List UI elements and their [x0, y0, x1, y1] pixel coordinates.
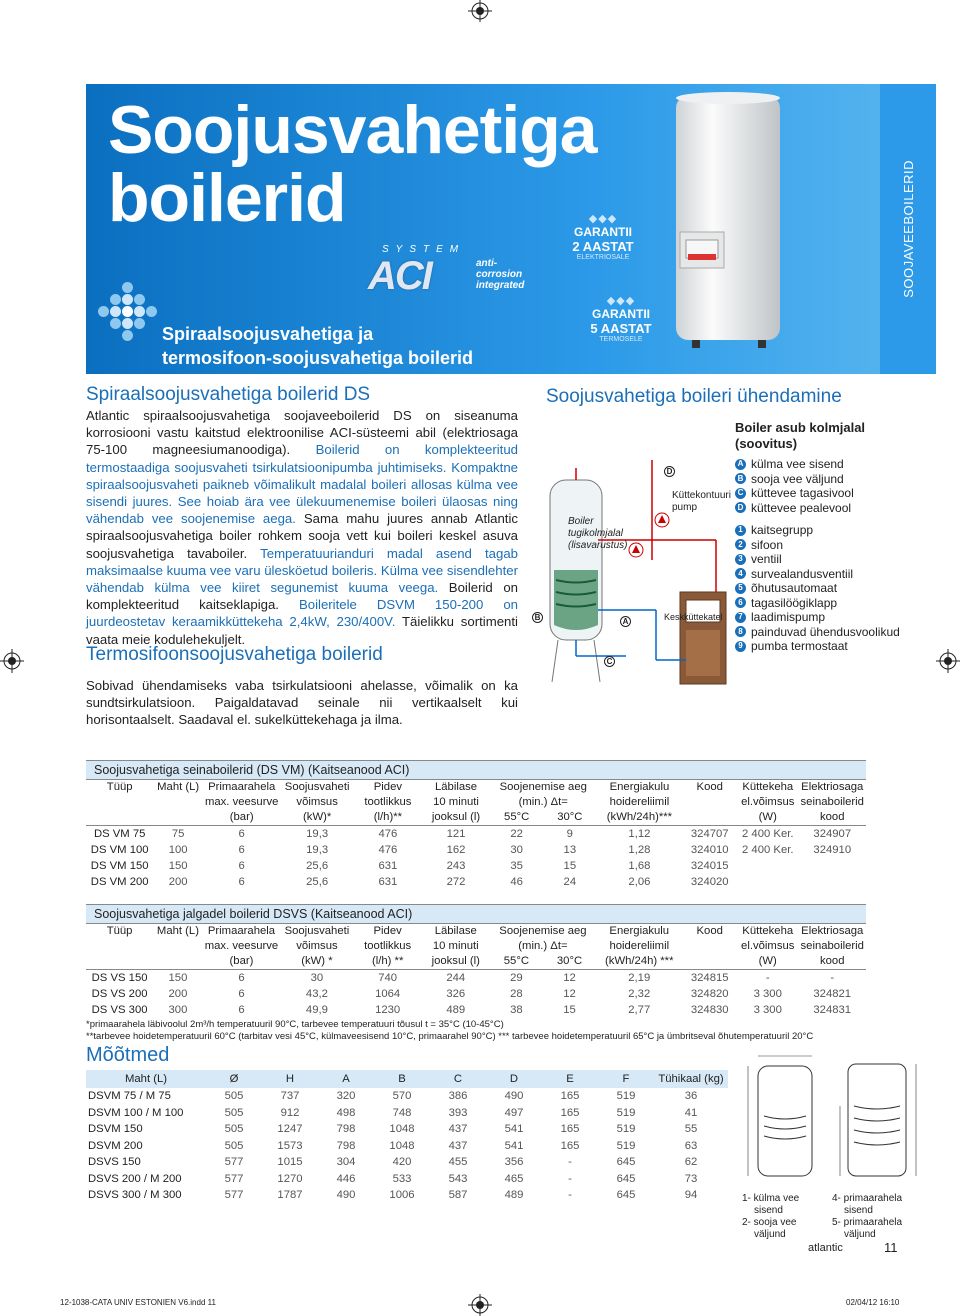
table-row: DS VM 150 150 6 25,6 631 243 35 15 1,68 324015	[90, 859, 729, 872]
legend-row: 8 painduvad ühendusvoolikud	[735, 625, 900, 640]
legend-row: 2 sifoon	[735, 538, 900, 553]
decorative-dots	[98, 282, 158, 342]
section-heading-ts: Termosifoonsoojusvahetiga boilerid	[86, 644, 383, 665]
table-row: DS VS 150 150 6 30 740 244 29 12 2,19 324815 - -	[91, 971, 835, 984]
registration-mark-left	[0, 646, 24, 676]
boiler-product-image	[672, 90, 784, 350]
table-floor-boilers	[86, 904, 866, 1018]
page-number: 11	[884, 1240, 898, 1255]
side-label: SOOJAVEEBOILERID	[880, 84, 936, 374]
legend-row: D küttevee pealevool	[735, 501, 854, 516]
table-row: DSVM 200 505 1573 798 1048 437 541 165 519 63	[88, 1139, 698, 1152]
aci-logo: SYSTEM ACI anti- corrosion integrated	[368, 244, 525, 298]
diagram-title: Soojusvahetiga boileri ühendamine	[546, 386, 842, 407]
table-header-row: Tüüp Maht (L) Primaarahela Soojusvaheti Pidev Läbilase Soojenemise aeg Energiakulu Kood Küttekeha Elektriosaga	[106, 781, 864, 793]
diagram-legend-numbers	[735, 523, 900, 654]
diagram-letter-a: A	[620, 616, 631, 627]
connection-diagram	[536, 420, 732, 688]
printer-date: 02/04/12 16:10	[846, 1298, 900, 1307]
brand-name: atlantic	[808, 1242, 843, 1254]
header-subtitle: Spiraalsoojusvahetiga ja termosifoon-soojusvahetiga boilerid	[162, 324, 474, 368]
footnotes: *primaarahela läbivoolul 2m³/h temperatuuril 90°C, tarbevee temperatuuri tõusul t = 35°C (10-45°C) **tarbevee hoidetemperatuuril 60°C (tarbitav vesi 45°C, külmaveesisend 10°C, primaarahel 90°C) *** tarbevee hoidetemperatuuril 65°C ja ümbritseval õhutemperatuuril 20°C	[86, 1019, 814, 1042]
table-header-row: max. veesurve võimsus tootlikkus 10 minuti (min.) Δt= hoidereliimil el.võimsus seinaboilerid	[204, 940, 864, 952]
table-header-row: Maht (L) Ø H A B C D E F Tühikaal (kg)	[86, 1070, 728, 1088]
table-row: DSVS 200 / M 200 577 1270 446 533 543 465 - 645 73	[88, 1172, 698, 1185]
diagram-boiler-label: Boiler tugikolmjalal (lisavarustus)	[568, 516, 628, 551]
legend-row: 7 laadimispump	[735, 610, 900, 625]
printer-file: 12-1038-CATA UNIV ESTONIEN V6.indd 11	[60, 1298, 216, 1307]
table-row: DS VS 200 200 6 43,2 1064 326 28 12 2,32 324820 3 300 324821	[91, 987, 852, 1000]
legend-row: 9 pumba termostaat	[735, 639, 900, 654]
table-row: DSVM 75 / M 75 505 737 320 570 386 490 165 519 36	[88, 1090, 698, 1103]
table-header-row: max. veesurve võimsus tootlikkus 10 minuti (min.) Δt= hoidereliimil el.võimsus seinaboilerid	[204, 796, 864, 808]
diagram-legend-letters	[735, 457, 854, 515]
diagram-legend-heading: Boiler asub kolmjalal (soovitus)	[735, 420, 866, 451]
table-title: Soojusvahetiga seinaboilerid (DS VM) (Kaitseanood ACI)	[86, 760, 866, 780]
registration-mark-top	[465, 0, 495, 24]
legend-row: A külma vee sisend	[735, 457, 854, 472]
diagram-letter-b: B	[532, 612, 543, 623]
diagram-boiler-heater-label: Keskküttekatel	[664, 612, 723, 622]
drawing-legend-2: 4- primaarahela sisend 5- primaarahela väljund	[832, 1193, 903, 1240]
registration-mark-bottom	[465, 1292, 495, 1316]
dimensions-title: Mõõtmed	[86, 1044, 170, 1066]
legend-row: 4 survealandusventiil	[735, 567, 900, 582]
table-header-row: (bar) (kW) * (l/h) ** jooksul (l) 55°C 30°C (kWh/24h) *** (W) kood	[86, 954, 866, 970]
table-row: DS VM 75 75 6 19,3 476 121 22 9 1,12 324707 2 400 Ker. 324907	[93, 827, 852, 840]
page-title: Soojusvahetiga boilerid	[108, 92, 597, 236]
table-row: DS VS 300 300 6 49,9 1230 489 38 15 2,77 324830 3 300 324831	[91, 1003, 852, 1016]
table-row: DSVM 100 / M 100 505 912 498 748 393 497 165 519 41	[88, 1106, 698, 1119]
legend-row: 1 kaitsegrupp	[735, 523, 900, 538]
table-title: Soojusvahetiga jalgadel boilerid DSVS (Kaitseanood ACI)	[86, 904, 866, 924]
guarantee-badge-2y: ◆◆◆ GARANTII 2 AASTAT ELEKTRIOSALE	[572, 213, 634, 261]
table-header-row: Tüüp Maht (L) Primaarahela Soojusvaheti Pidev Läbilase Soojenemise aeg Energiakulu Kood Küttekeha Elektriosaga	[106, 925, 864, 937]
dimension-drawing	[740, 1046, 930, 1188]
section-heading-ds: Spiraalsoojusvahetiga boilerid DS	[86, 384, 371, 405]
table-row: DS VM 100 100 6 19,3 476 162 30 13 1,28 324010 2 400 Ker. 324910	[90, 843, 852, 856]
diagram-letter-c: C	[604, 656, 615, 667]
legend-row: 6 tagasilöögiklapp	[735, 596, 900, 611]
table-row: DS VM 200 200 6 25,6 631 272 46 24 2,06 324020	[90, 875, 729, 888]
dimensions-table	[86, 1070, 728, 1204]
registration-mark-right	[936, 646, 960, 676]
legend-row: B sooja vee väljund	[735, 472, 854, 487]
legend-row: C küttevee tagasivool	[735, 486, 854, 501]
table-row: DSVS 300 / M 300 577 1787 490 1006 587 489 - 645 94	[88, 1189, 698, 1202]
table-wall-boilers	[86, 760, 866, 890]
diagram-letter-d: D	[664, 466, 675, 477]
guarantee-badge-5y: ◆◆◆ GARANTII 5 AASTAT TERMOSELE	[590, 295, 652, 343]
drawing-legend-1: 1- külma vee sisend 2- sooja vee väljund	[742, 1193, 800, 1240]
diagram-pump-label: Küttekontuuri pump	[672, 490, 731, 513]
table-row: DSVM 150 505 1247 798 1048 437 541 165 519 55	[88, 1123, 698, 1136]
legend-row: 5 õhutusautomaat	[735, 581, 900, 596]
table-header-row: (bar) (kW)* (l/h)** jooksul (l) 55°C 30°C (kWh/24h)*** (W) kood	[86, 810, 866, 826]
table-row: DSVS 150 577 1015 304 420 455 356 - 645 62	[88, 1156, 698, 1169]
section-ts-text: Sobivad ühendamiseks vaba tsirkulatsiooni ahelasse, võimalik on ka sundtsirkulatsioon. Paigaldatavad seinale nii vertikaalselt kui horisontaalselt. Saadaval el. sukelküttekehaga ja ilma.	[86, 678, 518, 728]
legend-row: 3 ventiil	[735, 552, 900, 567]
section-ds-text: Atlantic spiraalsoojusvahetiga soojaveeboilerid DS on siseanuma korrosiooni vastu kaitstud elektroonilise ACI-süsteemi abil (elektriosaga 75-100 magneesiumanoodiga). Boilerid on komplekteeritud termostaadiga soojusvaheti tsirkulatsioonipumba juhtimiseks. Kompaktne spiraalsoojusvaheti paikneb võimalikult madalal boileri allosas külma vee sisendi juures. See hoiab ära vee ülekuumenemise boileri ülaosas ning vähendab vee soojenemise aega. Sama mahu juures annab Atlantic spiraalsoojusvahetiga boiler rohkem sooja vett kui boileri keskel asuva soojusvahetiga tavaboiler. Temperatuurianduri madal asend tagab maksimaalse kuuma vee varu ülesköetud boileris. Külma vee sisendlehter vähendab külma vee kiiret segunemist kuuma veega. Boilerid on komplekteeritud kaitseklapiga. Boileritele DSVM 150-200 on juurdeostetav keraamikküttekeha 2,4kW, 230/400V. Täielikku sortimenti vaata meie kodulehekuljelt.	[86, 408, 518, 647]
